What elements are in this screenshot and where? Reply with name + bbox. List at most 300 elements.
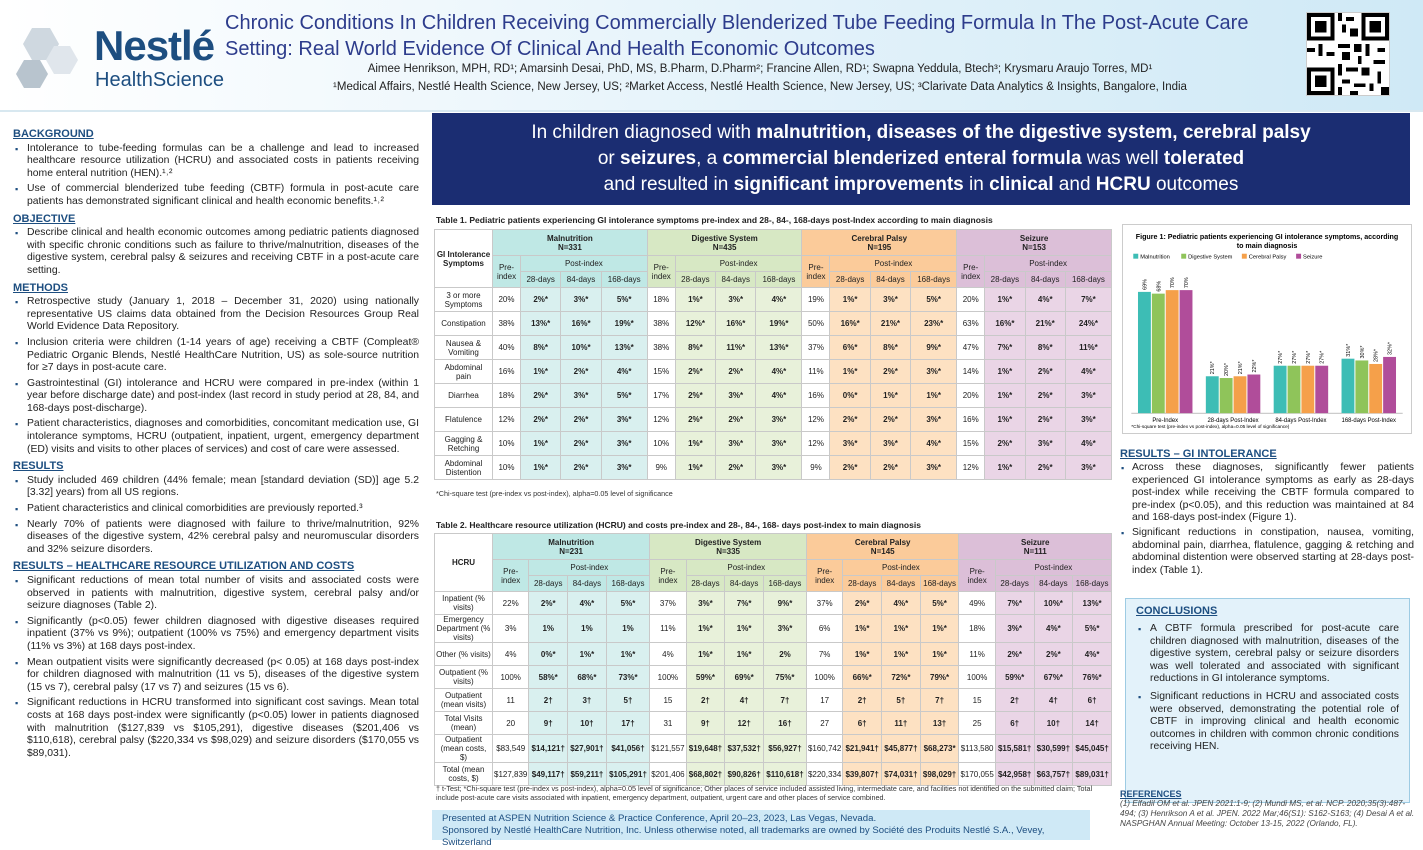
table-cell: 47% xyxy=(957,336,985,360)
table-cell: 4%* xyxy=(1065,432,1111,456)
table-cell: 2%* xyxy=(675,360,715,384)
table-cell: 24%* xyxy=(1065,312,1111,336)
table-cell: 11%* xyxy=(1065,336,1111,360)
table-cell: 17% xyxy=(647,384,675,408)
table-row xyxy=(435,432,1112,456)
category-label: 84-days Post-Index xyxy=(1275,418,1327,425)
table-cell: 100% xyxy=(650,666,686,689)
table-cell: 1%* xyxy=(985,408,1025,432)
table-cell: $113,580 xyxy=(959,735,995,763)
table-cell: 18% xyxy=(959,615,995,643)
table-cell: 12% xyxy=(493,408,521,432)
bar xyxy=(1206,376,1219,413)
table-cell: 5%* xyxy=(920,592,959,615)
table-cell: $83,549 xyxy=(493,735,529,763)
table-cell: 10† xyxy=(568,712,607,735)
legend-label: Seizure xyxy=(1303,254,1323,261)
banner-text: In children diagnosed with xyxy=(531,122,757,143)
table-cell: $15,581† xyxy=(995,735,1034,763)
table-cell: 5%* xyxy=(606,592,649,615)
list-item: ▪ Across these diagnoses, significantly fewer patients experienced GI intolerance symptoms as early as 28-days post-index while receiving the CBTF formula compared to pre-index (p<0.05), and this reduction was maintained at 84 and 168-days post-index (Figure 1). xyxy=(1120,462,1414,524)
table-cell: 15 xyxy=(650,689,686,712)
table2-footnote: † t-Test; *Chi-square test (pre-index vs post-index), alpha=0.05 level of significance; Other places of service included assisted living, intermediate care, and facilities not identified on the submitted claim; Total include post-acute care visits associated with inpatient, emergency department, outpatient, urgent care and other places of service combined. xyxy=(436,784,1093,802)
table-group-header: Malnutrition N=231 xyxy=(493,534,650,560)
days-header: 84-days xyxy=(561,272,601,288)
table-row xyxy=(435,288,1112,312)
table-cell: $19,648† xyxy=(686,735,725,763)
table-cell: 19% xyxy=(802,288,830,312)
table-cell: 16% xyxy=(802,384,830,408)
table-cell: 11% xyxy=(802,360,830,384)
methods-heading: METHODS xyxy=(13,281,68,294)
days-header: 168-days xyxy=(764,576,807,592)
banner-bold: tolerated xyxy=(1163,148,1245,169)
logo-subtitle: HealthScience xyxy=(95,69,224,91)
presented-line: Presented at ASPEN Nutrition Science & Practice Conference, April 20–23, 2023, Las Vegas, Nevada. xyxy=(442,813,877,824)
data-label: 28%* xyxy=(1373,348,1380,362)
bar xyxy=(1152,294,1165,414)
table-cell: 23%* xyxy=(911,312,957,336)
table-cell: 8%* xyxy=(675,336,715,360)
table-cell: 2† xyxy=(843,689,882,712)
banner-line-2 xyxy=(432,146,1410,172)
bar xyxy=(1274,366,1287,413)
bar xyxy=(1166,290,1179,413)
data-label: 27%* xyxy=(1278,350,1285,364)
table-cell: $21,941† xyxy=(843,735,882,763)
table-cell: 79%* xyxy=(920,666,959,689)
results-heading: RESULTS xyxy=(13,460,64,473)
table-cell: 14% xyxy=(957,360,985,384)
data-label: 69% xyxy=(1142,279,1149,290)
bar xyxy=(1342,359,1355,414)
table-cell: 2%* xyxy=(1025,408,1065,432)
table-cell: 100% xyxy=(806,666,842,689)
post-index-header: Post-index xyxy=(985,256,1112,272)
table-cell: $39,807† xyxy=(843,763,882,786)
pre-index-header: Pre-index xyxy=(493,560,529,592)
table-cell: 3%* xyxy=(561,288,601,312)
table-cell: 11† xyxy=(882,712,921,735)
table-row xyxy=(435,336,1112,360)
data-label: 70% xyxy=(1170,277,1177,289)
table-cell: 3%* xyxy=(1065,456,1111,480)
table-cell: 2%* xyxy=(521,384,561,408)
table-cell: $110,618† xyxy=(764,763,807,786)
table-cell: 7%* xyxy=(995,592,1034,615)
poster-header xyxy=(0,0,1423,112)
table-cell: 58%* xyxy=(529,666,568,689)
qr-code-icon[interactable] xyxy=(1306,12,1390,96)
row-label: Flatulence xyxy=(435,408,493,432)
table-cell: $27,901† xyxy=(568,735,607,763)
table-cell: 13%* xyxy=(601,336,647,360)
table-corner: HCRU xyxy=(435,534,493,592)
table-cell: 72%* xyxy=(882,666,921,689)
table-cell: 73%* xyxy=(606,666,649,689)
table-cell: 12% xyxy=(957,456,985,480)
table-cell: 4† xyxy=(725,689,764,712)
table-cell: 5%* xyxy=(1073,615,1112,643)
row-label: Outpatient (mean costs, $) xyxy=(435,735,493,763)
table-group-header: Seizure N=111 xyxy=(959,534,1112,560)
table-cell: $121,557 xyxy=(650,735,686,763)
hcru-list xyxy=(13,575,419,760)
nestle-health-science-logo xyxy=(10,18,224,98)
figure1-bar-chart xyxy=(1122,224,1412,434)
post-index-header: Post-index xyxy=(843,560,959,576)
table-cell: 2%* xyxy=(529,592,568,615)
table-cell: 4† xyxy=(1034,689,1073,712)
objective-heading: OBJECTIVE xyxy=(13,212,76,225)
banner-text: outcomes xyxy=(1150,174,1239,195)
data-label: 70% xyxy=(1184,277,1191,289)
row-label: Total Visits (mean) xyxy=(435,712,493,735)
table-cell: 4%* xyxy=(1065,360,1111,384)
row-label: Outpatient (mean visits) xyxy=(435,689,493,712)
bar xyxy=(1180,290,1193,413)
table-cell: 4%* xyxy=(1034,615,1073,643)
table-cell: 1%* xyxy=(985,384,1025,408)
table-cell: 3%* xyxy=(764,615,807,643)
list-item: ▪ Significant reductions of mean total number of visits and associated costs were observed in patients with malnutrition, digestive system, cerebral palsy and/or seizure diagnoses (Table 2). xyxy=(13,575,419,613)
table-row xyxy=(435,735,1112,763)
table-cell: 3%* xyxy=(995,615,1034,643)
banner-bold: significant improvements xyxy=(733,174,964,195)
table-cell: $105,291† xyxy=(606,763,649,786)
conclusions-box xyxy=(1125,598,1410,803)
table-cell: 6† xyxy=(1073,689,1112,712)
table-cell: 2† xyxy=(529,689,568,712)
table-cell: 8%* xyxy=(1025,336,1065,360)
table-cell: 1%* xyxy=(521,360,561,384)
list-item: ▪ Significant reductions in HCRU and associated costs were observed, demonstrating the potential role of CBTF in improving clinical and health economic outcomes in children with common chronic conditions receiving HEN. xyxy=(1136,691,1399,753)
table-cell: 4% xyxy=(650,643,686,666)
bar xyxy=(1383,357,1396,413)
list-item: ▪ Nearly 70% of patients were diagnosed with failure to thrive/malnutrition, 92% diseases of the digestive system, 42% cerebral palsy and neuromuscular disorders and 32% seizure disorders. xyxy=(13,519,419,557)
table-corner: GI Intolerance Symptoms xyxy=(435,230,493,288)
table-cell: 1%* xyxy=(606,643,649,666)
table-group-header: Digestive System N=335 xyxy=(650,534,807,560)
banner-bold: clinical xyxy=(989,174,1054,195)
row-label: Outpatient (% visits) xyxy=(435,666,493,689)
bar xyxy=(1288,366,1301,413)
legend-swatch xyxy=(1133,254,1138,259)
list-item: ▪ A CBTF formula prescribed for post-acute care children diagnosed with malnutrition, diseases of the digestive system, cerebral palsy or seizure disorders was well tolerated and associated with significant reductions in GI intolerance symptoms. xyxy=(1136,623,1399,685)
table-cell: 20% xyxy=(493,288,521,312)
table-cell: 3%* xyxy=(601,456,647,480)
table-cell: 2%* xyxy=(870,408,910,432)
table-cell: 16% xyxy=(493,360,521,384)
table-cell: 9% xyxy=(647,456,675,480)
table-row xyxy=(435,763,1112,786)
table-cell: 6%* xyxy=(830,336,870,360)
table-cell: 75%* xyxy=(764,666,807,689)
banner-bold: malnutrition, diseases of the digestive system, cerebral palsy xyxy=(756,122,1311,143)
table-cell: 16† xyxy=(764,712,807,735)
table-cell: 20% xyxy=(957,384,985,408)
table-cell: 15% xyxy=(957,432,985,456)
table-cell: 2% xyxy=(764,643,807,666)
bar xyxy=(1220,378,1233,413)
table-cell: 3%* xyxy=(756,456,802,480)
table-cell: 3%* xyxy=(911,408,957,432)
table-cell: 49% xyxy=(959,592,995,615)
table-cell: 3%* xyxy=(1065,408,1111,432)
table-cell: 6% xyxy=(806,615,842,643)
table-cell: 2%* xyxy=(521,408,561,432)
post-index-header: Post-index xyxy=(521,256,648,272)
table2-hcru xyxy=(434,533,1112,786)
row-label: Gagging & Retching xyxy=(435,432,493,456)
poster-title: Chronic Conditions In Children Receiving Commercially Blenderized Tube Feeding Formula In The Post-Acute Care Setting: Real World Evidence Of Clinical And Health Economic Outcomes xyxy=(225,12,1249,60)
table-row xyxy=(435,408,1112,432)
table-row xyxy=(435,615,1112,643)
data-label: 27%* xyxy=(1305,350,1312,364)
table-cell: 1%* xyxy=(830,288,870,312)
table-cell: 2%* xyxy=(995,643,1034,666)
chart-title-line: Figure 1: Pediatric patients experiencing GI intolerance symptoms, according xyxy=(1135,232,1399,241)
table-cell: 1%* xyxy=(882,615,921,643)
table-cell: $89,031† xyxy=(1073,763,1112,786)
days-header: 168-days xyxy=(1065,272,1111,288)
table-cell: 10† xyxy=(1034,712,1073,735)
data-label: 27%* xyxy=(1319,350,1326,364)
table-row xyxy=(435,689,1112,712)
data-label: 20%* xyxy=(1224,363,1231,377)
table-cell: 100% xyxy=(959,666,995,689)
table-cell: $68,802† xyxy=(686,763,725,786)
table-cell: 17† xyxy=(606,712,649,735)
banner-text: was well xyxy=(1081,148,1164,169)
left-column xyxy=(13,124,419,763)
table-cell: 37% xyxy=(650,592,686,615)
row-label: Abdominal Distention xyxy=(435,456,493,480)
list-item: ▪ Patient characteristics and clinical comorbidities are previously reported.³ xyxy=(13,503,419,516)
post-index-header: Post-index xyxy=(686,560,806,576)
list-item: ▪ Mean outpatient visits were significantly decreased (p< 0.05) at 168 days post-index for children diagnosed with malnutrition (11 vs 5), diseases of the digestive system (15 vs 7), cerebral palsy (17 vs 7) and seizures (15 vs 6). xyxy=(13,657,419,695)
table-cell: 4%* xyxy=(601,360,647,384)
table-cell: 2%* xyxy=(830,408,870,432)
table-cell: 16%* xyxy=(716,312,756,336)
list-item: ▪ Gastrointestinal (GI) intolerance and HCRU were compared in pre-index (within 1 year before discharge date) and post-index (last record in study period at 28, 84, and 168-days post-discharge). xyxy=(13,378,419,416)
days-header: 28-days xyxy=(675,272,715,288)
table-cell: 3%* xyxy=(1025,432,1065,456)
table-cell: 12% xyxy=(802,408,830,432)
row-label: 3 or more Symptoms xyxy=(435,288,493,312)
table-cell: 2%* xyxy=(1025,384,1065,408)
table-cell: 1%* xyxy=(911,384,957,408)
table-cell: $49,117† xyxy=(529,763,568,786)
table-cell: 4%* xyxy=(1025,288,1065,312)
list-item: ▪ Retrospective study (January 1, 2018 – December 31, 2020) using nationally representative US claims data obtained from the Decision Resources Group Real World Evidence Data Repository. xyxy=(13,296,419,334)
table-cell: 10% xyxy=(493,456,521,480)
bar xyxy=(1369,364,1382,413)
table-cell: 1%* xyxy=(675,288,715,312)
objective-list xyxy=(13,227,419,277)
table-cell: 11% xyxy=(650,615,686,643)
list-item: ▪ Significant reductions in HCRU transformed into significant cost savings. Mean total costs at 168 days post-index were significantly (p<0.05) lower in patients diagnosed with malnutrition ($127,839 vs $105,291), digestive diseases ($201,406 vs $110,618), cerebral palsy ($220,334 vs $98,029) and seizure disorders ($170,055 vs $89,031). xyxy=(13,697,419,760)
days-header: 168-days xyxy=(756,272,802,288)
bar xyxy=(1301,366,1314,413)
data-label: 22%* xyxy=(1251,359,1258,373)
days-header: 28-days xyxy=(529,576,568,592)
table-cell: 2† xyxy=(686,689,725,712)
days-header: 84-days xyxy=(725,576,764,592)
bar xyxy=(1315,366,1328,413)
table-cell: 1%* xyxy=(675,456,715,480)
table-cell: 2%* xyxy=(561,432,601,456)
category-label: Pre-Index xyxy=(1152,418,1179,425)
table-cell: 10%* xyxy=(561,336,601,360)
table-cell: 66%* xyxy=(843,666,882,689)
table-cell: $220,334 xyxy=(806,763,842,786)
sponsor-line: Sponsored by Nestlé HealthCare Nutrition, Inc. Unless otherwise noted, all trademarks are owned by Société des Produits Nestlé S.A., Vevey, Switzerland xyxy=(442,825,1045,848)
table-cell: 2%* xyxy=(716,408,756,432)
table-cell: 1%* xyxy=(920,615,959,643)
table-cell: 20 xyxy=(493,712,529,735)
days-header: 168-days xyxy=(920,576,959,592)
table-row xyxy=(435,712,1112,735)
list-item: ▪ Significant reductions in constipation, nausea, vomiting, abdominal pain, diarrhea, flatulence, gagging & retching and abdominal distention were observed starting at 28-days post-index (Table 1). xyxy=(1120,527,1414,577)
table-cell: 1%* xyxy=(686,643,725,666)
table-cell: 18% xyxy=(647,288,675,312)
background-list xyxy=(13,143,419,209)
chart-title-line: to main diagnosis xyxy=(1236,241,1298,250)
row-label: Emergency Department (% visits) xyxy=(435,615,493,643)
table-row xyxy=(435,592,1112,615)
presented-at-bar xyxy=(432,810,1090,848)
table-cell: 22% xyxy=(493,592,529,615)
table-cell: 4% xyxy=(493,643,529,666)
table-cell: 2† xyxy=(995,689,1034,712)
table-cell: 2%* xyxy=(716,456,756,480)
table-cell: 38% xyxy=(493,312,521,336)
days-header: 28-days xyxy=(985,272,1025,288)
table-cell: 2%* xyxy=(716,360,756,384)
table-cell: 3%* xyxy=(756,432,802,456)
table-cell: 1%* xyxy=(985,456,1025,480)
conclusions-list xyxy=(1136,623,1399,753)
data-label: 21%* xyxy=(1210,361,1217,375)
table1-gi-intolerance xyxy=(434,229,1112,480)
chart-title xyxy=(1136,233,1399,250)
table-cell: 2%* xyxy=(843,592,882,615)
days-header: 28-days xyxy=(686,576,725,592)
table-cell: 7%* xyxy=(725,592,764,615)
table1-caption: Table 1. Pediatric patients experiencing GI intolerance symptoms pre-index and 28-, 84-, 168-days post-Index according to main diagnosis xyxy=(436,215,993,225)
table-cell: $56,927† xyxy=(764,735,807,763)
table-cell: 1%* xyxy=(725,643,764,666)
banner-line-1 xyxy=(432,120,1410,146)
table-cell: $63,757† xyxy=(1034,763,1073,786)
background-heading: BACKGROUND xyxy=(13,128,94,140)
table-cell: 2%* xyxy=(1025,360,1065,384)
table-cell: 3%* xyxy=(870,432,910,456)
table-cell: 1%* xyxy=(882,643,921,666)
table-cell: 16%* xyxy=(985,312,1025,336)
post-index-header: Post-index xyxy=(675,256,802,272)
category-label: 28-days Post-Index xyxy=(1207,418,1259,425)
banner-bold: seizures xyxy=(620,148,697,169)
table-cell: 3%* xyxy=(561,384,601,408)
table-cell: 2%* xyxy=(1025,456,1065,480)
post-index-header: Post-index xyxy=(529,560,650,576)
table-group-header: Cerebral Palsy N=195 xyxy=(802,230,957,256)
row-label: Total (mean costs, $) xyxy=(435,763,493,786)
references-text: (1) Elfadil OM et al. JPEN 2021:1-9; (2) Mundi MS, et al. NCP. 2020;35(3):487-494; (3) Henrikson A et al. JPEN. 2022 Mar;46(S1): S162-S163; (4) Desai A et al. NASPGHAN Annual Meeting: October 13-15, 2022 (Orlando, FL). xyxy=(1120,799,1415,828)
table-cell: 2%* xyxy=(870,360,910,384)
table-cell: $201,406 xyxy=(650,763,686,786)
data-label: 31%* xyxy=(1345,343,1352,357)
table-cell: 5† xyxy=(882,689,921,712)
table-cell: 10%* xyxy=(1034,592,1073,615)
table-cell: 10% xyxy=(493,432,521,456)
table-cell: 1%* xyxy=(920,643,959,666)
data-label: 27%* xyxy=(1291,350,1298,364)
table-cell: $30,599† xyxy=(1034,735,1073,763)
table-cell: $45,877† xyxy=(882,735,921,763)
chart-footnote: *Chi-square test (pre-index vs post-index), alpha=0.05 level of significance) xyxy=(1131,425,1290,431)
table-cell: 2%* xyxy=(675,384,715,408)
poster-authors: Aimee Henrikson, MPH, RD¹; Amarsinh Desai, PhD, MS, B.Pharm, D.Pharm²; Francine Allen, RD¹; Swapna Yeddula, Btech³; Krysmaru Araujo Torres, MD¹ xyxy=(367,63,1153,75)
table-cell: 4%* xyxy=(911,432,957,456)
table-cell: 68%* xyxy=(568,666,607,689)
banner-text: in xyxy=(963,174,990,195)
table-cell: 5%* xyxy=(601,384,647,408)
table-cell: 67%* xyxy=(1034,666,1073,689)
row-label: Other (% visits) xyxy=(435,643,493,666)
table-cell: 7%* xyxy=(1065,288,1111,312)
bar xyxy=(1138,292,1151,413)
table-cell: 3%* xyxy=(870,288,910,312)
table-cell: 13%* xyxy=(1073,592,1112,615)
table-cell: 12% xyxy=(802,432,830,456)
table-cell: 2%* xyxy=(1034,643,1073,666)
table-cell: 16% xyxy=(957,408,985,432)
table-cell: 0%* xyxy=(830,384,870,408)
table-cell: 1% xyxy=(606,615,649,643)
table-cell: 3%* xyxy=(911,360,957,384)
table-row xyxy=(435,643,1112,666)
bar xyxy=(1234,376,1247,413)
data-label: 30%* xyxy=(1359,345,1366,359)
table-cell: $45,045† xyxy=(1073,735,1112,763)
table-cell: 13%* xyxy=(521,312,561,336)
table1-footnote: *Chi-square test (pre-index vs post-index), alpha=0.05 level of significance xyxy=(436,489,673,498)
table-cell: 9%* xyxy=(911,336,957,360)
table-group-header: Digestive System N=435 xyxy=(647,230,802,256)
table-cell: 4%* xyxy=(1073,643,1112,666)
banner-bold: HCRU xyxy=(1095,174,1151,195)
table-cell: 1%* xyxy=(830,360,870,384)
table-group-header: Malnutrition N=331 xyxy=(493,230,648,256)
table-cell: 8%* xyxy=(870,336,910,360)
table-cell: $68,273* xyxy=(920,735,959,763)
gi-intolerance-heading: RESULTS – GI INTOLERANCE xyxy=(1120,448,1277,460)
poster-affiliations: ¹Medical Affairs, Nestlé Health Science, New Jersey, US; ²Market Access, Nestlé Health Science, New Jersey, US; ³Clarivate Data Analytics & Insights, Bangalore, India xyxy=(333,81,1187,93)
hcru-heading: RESULTS – HEALTHCARE RESOURCE UTILIZATION AND COSTS xyxy=(13,560,355,573)
row-label: Nausea & Vomiting xyxy=(435,336,493,360)
table-cell: 3%* xyxy=(716,384,756,408)
banner-text: or xyxy=(597,148,621,169)
table-cell: 19%* xyxy=(601,312,647,336)
table-cell: 11%* xyxy=(716,336,756,360)
table-cell: 2%* xyxy=(521,288,561,312)
table-cell: $41,056† xyxy=(606,735,649,763)
table-cell: 4%* xyxy=(756,288,802,312)
table-cell: 59%* xyxy=(995,666,1034,689)
